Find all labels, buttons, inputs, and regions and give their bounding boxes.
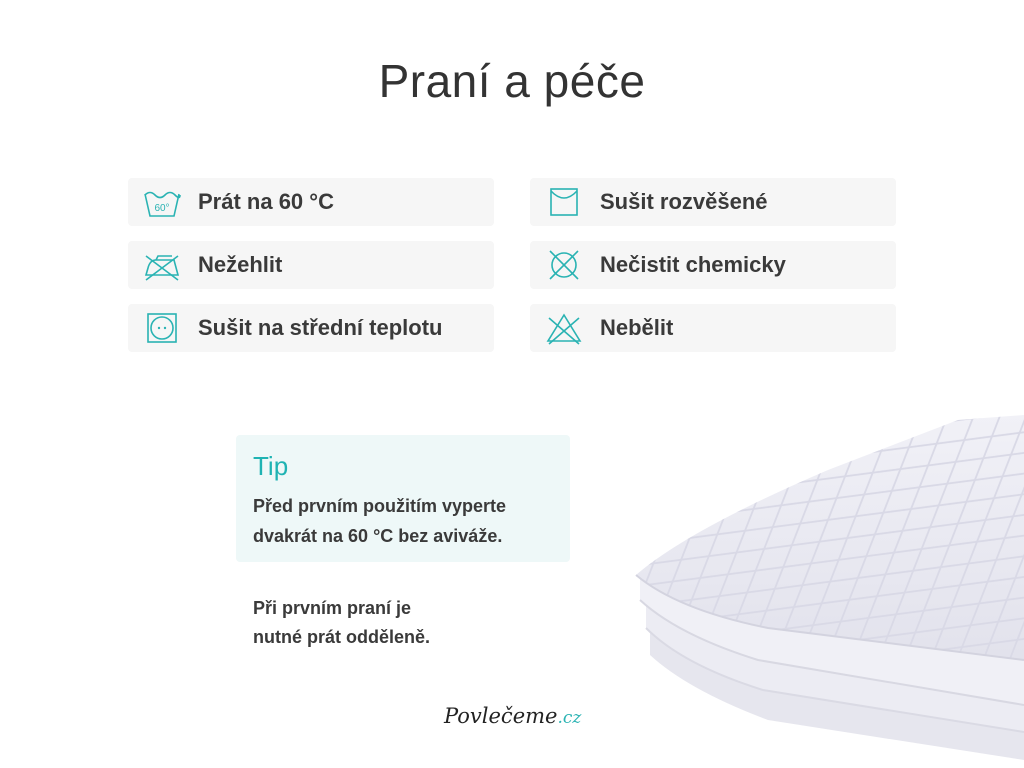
line-dry-icon bbox=[542, 180, 586, 224]
brand-logo bbox=[444, 704, 581, 728]
care-item-no-iron bbox=[128, 241, 494, 289]
care-item-label: Nebělit bbox=[600, 315, 674, 340]
towel-image bbox=[628, 360, 1024, 768]
page-title: Praní a péče bbox=[378, 55, 646, 107]
tip-title: Tip bbox=[253, 451, 289, 481]
tip-line: dvakrát na 60 °C bez aviváže. bbox=[253, 526, 503, 546]
tip-box bbox=[236, 435, 570, 562]
care-item-label: Prát na 60 °C bbox=[198, 189, 334, 214]
care-item-no-bleach bbox=[530, 304, 896, 352]
tumble-dry-medium-icon bbox=[140, 306, 184, 350]
do-not-bleach-icon bbox=[542, 306, 586, 350]
care-item-tumble-dry bbox=[128, 304, 494, 352]
wash-60-icon bbox=[140, 180, 184, 224]
care-item-wash-60 bbox=[128, 178, 494, 226]
note-line: Při prvním praní je bbox=[253, 598, 412, 618]
care-item-no-dry-clean bbox=[530, 241, 896, 289]
care-item-label: Nečistit chemicky bbox=[600, 252, 786, 277]
care-item-label: Sušit na střední teplotu bbox=[198, 315, 443, 340]
care-item-label: Nežehlit bbox=[198, 252, 283, 277]
do-not-iron-icon bbox=[140, 243, 184, 287]
care-item-label: Sušit rozvěšené bbox=[600, 189, 768, 214]
care-item-line-dry bbox=[530, 178, 896, 226]
washing-note bbox=[253, 594, 513, 652]
brand-name: Povlečeme bbox=[444, 704, 558, 728]
tip-text bbox=[253, 491, 563, 551]
brand-tld: .cz bbox=[557, 708, 582, 728]
note-line: nutné prát odděleně. bbox=[253, 627, 431, 647]
svg-text:60°: 60° bbox=[154, 203, 170, 214]
do-not-dry-clean-icon bbox=[542, 243, 586, 287]
tip-line: Před prvním použitím vyperte bbox=[253, 496, 507, 516]
